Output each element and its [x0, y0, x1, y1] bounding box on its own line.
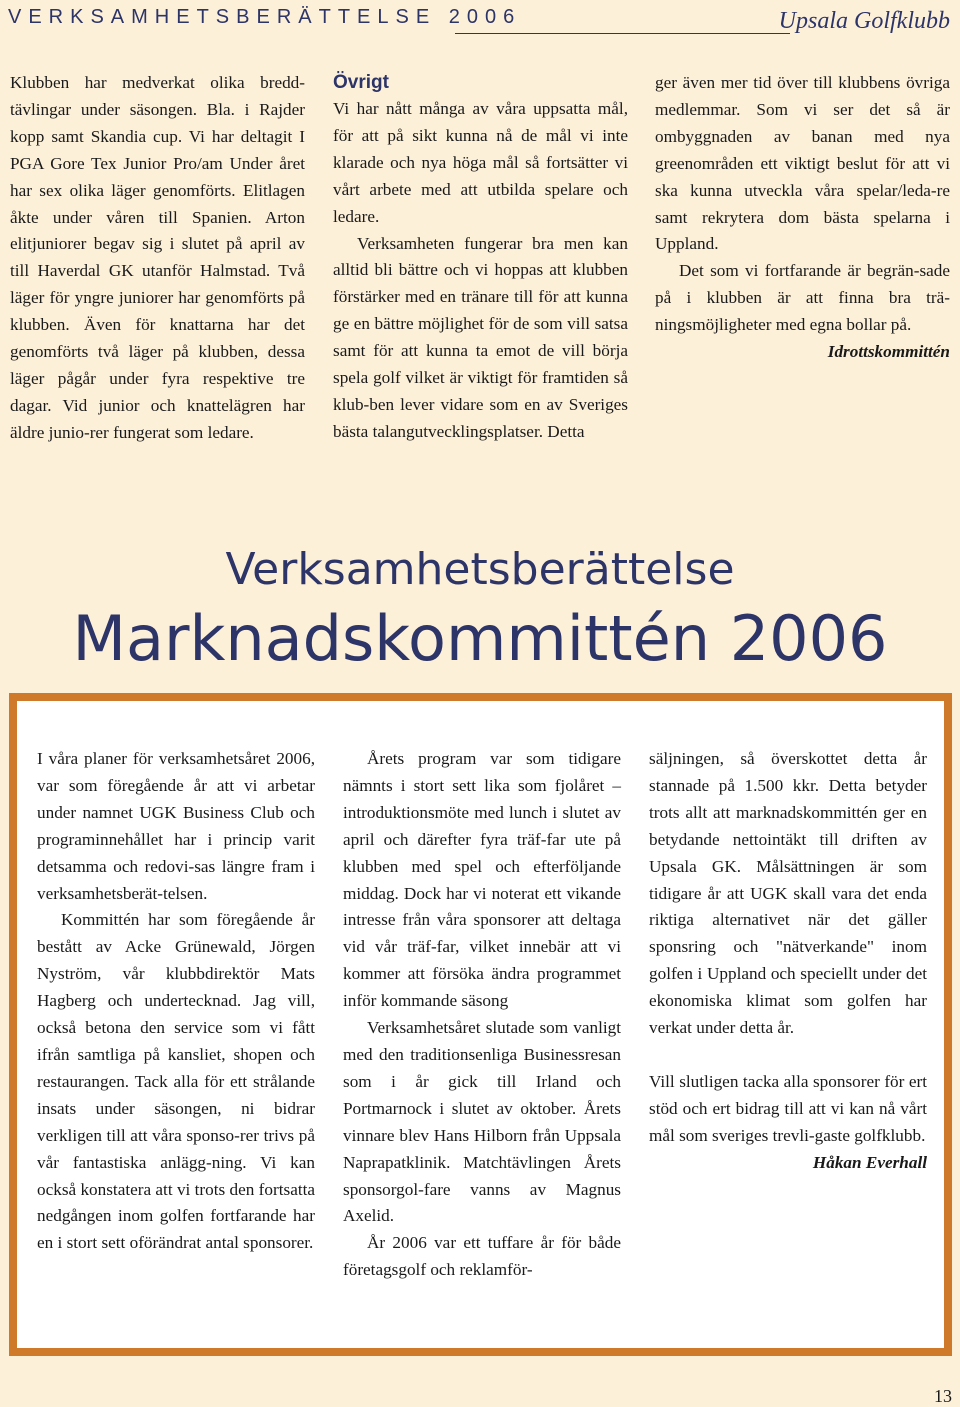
paragraph: Verksamheten fungerar bra men kan alltid bli bättre och vi hoppas att klubben förstärker med en tränare till för att kunna ge en bättre möjlighet för de som vill satsa samt för att kunna ta emot de vill börja spela golf vilket är viktigt för framtiden så klub-ben lever vidare som en av Sveriges bästa talangutvecklingsplatser. Detta — [333, 233, 628, 441]
header-rule — [455, 33, 790, 34]
top-column-1 — [10, 70, 305, 447]
top-column-3 — [655, 70, 950, 366]
paragraph: Det som vi fortfarande är begrän-sade på i klubben är att finna bra trä-ningsmöjligheter med egna bollar på. — [655, 261, 950, 335]
title-line-1: Verksamhetsberättelse — [225, 544, 735, 595]
subheading-ovrigt: Övrigt — [333, 72, 389, 93]
paragraph: I våra planer för verksamhetsåret 2006, var som föregående år att vi arbetar under namnet UGK Business Club och programinnehållet har i princip varit detsamma och redovi-sas längre fram i verksamhetsberät-telsen. — [37, 749, 315, 903]
paragraph: säljningen, så överskottet detta år stannade på 1.500 kkr. Detta betyder trots allt att marknadskommittén ger en betydande nettointäkt till driften av Upsala GK. Målsättningen är som tidigare år att UGK skall vara det enda riktiga alternativet när det gäller sponsring och "nätverkande" inom golfen i Uppland och speciellt under det ekonomiska klimat som golfen har verkat under detta år. — [649, 749, 927, 1038]
spacer — [649, 1042, 927, 1069]
box-column-3 — [649, 746, 927, 1176]
top-column-2 — [333, 70, 628, 446]
box-column-2 — [343, 746, 621, 1284]
club-name: Upsala Golfklubb — [778, 8, 950, 34]
paragraph: Vi har nått många av våra uppsatta mål, för att på sikt kunna nå de mål vi inte klarade och nya höga mål så fortsätter vi vårt arbete med att utbilda spelare och ledare. — [333, 99, 628, 226]
signature: Idrottskommittén — [827, 342, 950, 362]
paragraph: Årets program var som tidigare nämnts i stort sett lika som fjolåret – introduktionsmöte med lunch i slutet av april och därefter fyra träf-far ute på klubben med spel och efterföljande middag. Dock har vi noterat ett vikande intresse från våra sponsorer att deltaga vid vår träf-far, vilket innebär att vi kommer att försöka ändra programmet inför kommande säsong — [343, 749, 621, 1011]
page-header — [0, 0, 960, 40]
paragraph: Verksamhetsåret slutade som vanligt med den traditionsenliga Businessresan som i år gick till Irland och Portmarnock i slutet av oktober. Årets vinnare blev Hans Hilborn från Uppsala Naprapatklinik. Matchtävlingen Årets sponsorgol-fare vanns av Magnus Axelid. — [343, 1018, 621, 1226]
paragraph: Klubben har medverkat olika bredd-tävlingar under säsongen. Bla. i Rajder kopp samt Skandia cup. Vi har deltagit I PGA Gore Tex Junior Pro/am Under året har sex olika läger genomförts. Elitlagen åkte under våren till Spanien. Arton elitjuniorer begav sig i slutet på april av till Haverdal GK utanför Halmstad. Två läger för yngre juniorer har genomförts på klubben. Även för knattarna har det genomförts två läger på klubben, dessa läger pågår under fyra respektive tre dagar. Vid junior och knattelägren har äldre junio-rer fungerat som ledare. — [10, 73, 305, 442]
title-line-2: Marknadskommittén 2006 — [72, 602, 888, 675]
section-title: VERKSAMHETSBERÄTTELSE 2006 — [8, 6, 522, 28]
paragraph: År 2006 var ett tuffare år för både företagsgolf och reklamför- — [343, 1233, 621, 1280]
page-number: 13 — [934, 1386, 952, 1406]
paragraph: Vill slutligen tacka alla sponsorer för ert stöd och ert bidrag till att vi kan nå vårt mål som sveriges trevli-gaste golfklubb. — [649, 1071, 927, 1145]
paragraph: ger även mer tid över till klubbens övriga medlemmar. Som vi ser det så är ombyggnaden av banan med nya greenområden ett viktigt beslut för att vi ska kunna utveckla våra spelar/leda-re samt rekrytera dom bästa spelarna i Uppland. — [655, 73, 950, 254]
paragraph: Kommittén har som föregående år bestått av Acke Grünewald, Jörgen Nyström, vår klubbdirektör Mats Hagberg och undertecknad. Jag vill, också betona den service som vi fått ifrån samtliga på kansliet, shopen och restaurangen. Tack alla för ett strålande insats under säsongen, ni bidrar verkligen till att våra sponso-rer trivs på vår fantastiska anlägg-ning. Vi kan också konstatera att vi trots den fortsatta nedgången inom golfen fortfarande har en i stort sett oförändrat antal sponsorer. — [37, 910, 315, 1253]
box-column-1 — [37, 746, 315, 1257]
signature: Håkan Everhall — [812, 1152, 927, 1172]
